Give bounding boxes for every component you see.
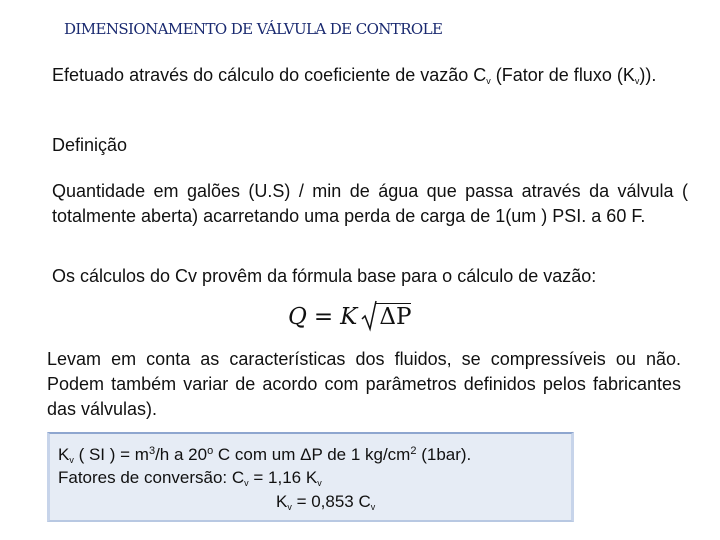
conversion-line-cv bbox=[58, 468, 322, 488]
formula-k: K bbox=[340, 303, 358, 330]
intro-text-c: )). bbox=[639, 65, 657, 85]
kv-symbol: K bbox=[58, 445, 70, 464]
si-text-d: (1bar). bbox=[416, 445, 472, 464]
definition-paragraph: Quantidade em galões (U.S) / min de água que passa através da válvula ( totalmente aberta) acarretando uma perda de carga de 1(um ) PSI. a 60 F. bbox=[52, 181, 688, 226]
si-text-a: ( SI ) = m bbox=[73, 445, 149, 464]
fluids-paragraph: Levam em conta as características dos fluidos, se compressíveis ou não. Podem também variar de acordo com parâmetros definidos pelos fabricantes das válvulas). bbox=[47, 349, 681, 419]
cubic-superscript: 3 bbox=[148, 445, 156, 457]
slide-title: DIMENSIONAMENTO DE VÁLVULA DE CONTROLE bbox=[64, 20, 443, 38]
conversion-text-c: = 0,853 C bbox=[291, 492, 371, 511]
si-text-c: C com um ΔP de 1 kg/cm bbox=[213, 445, 411, 464]
flow-formula bbox=[288, 303, 411, 330]
conversion-text-a: Fatores de conversão: C bbox=[58, 468, 245, 487]
cv-subscript: v bbox=[244, 478, 249, 488]
formula-square-root bbox=[375, 303, 411, 330]
kv-subscript: v bbox=[69, 455, 74, 465]
formula-lhs: Q bbox=[288, 303, 307, 330]
formula-intro-paragraph: Os cálculos do Cv provêm da fórmula base para o cálculo de vazão: bbox=[52, 266, 597, 286]
kv-subscript-3: v bbox=[287, 502, 292, 512]
intro-subscript-b: v bbox=[634, 76, 640, 86]
intro-text-b: (Fator de fluxo (K bbox=[490, 65, 635, 85]
intro-subscript-a: v bbox=[486, 76, 491, 86]
units-line-si bbox=[58, 445, 471, 465]
si-text-b: /h a 20 bbox=[155, 445, 208, 464]
square-superscript: 2 bbox=[410, 445, 417, 457]
conversion-line-kv bbox=[276, 492, 375, 512]
definition-heading: Definição bbox=[52, 135, 128, 155]
formula-equals: = bbox=[313, 303, 334, 330]
intro-text-a: Efetuado através do cálculo do coeficiente de vazão C bbox=[52, 65, 487, 85]
kv-symbol-3: K bbox=[276, 492, 288, 511]
conversion-text-b: = 1,16 K bbox=[248, 468, 318, 487]
cv-subscript-3: v bbox=[370, 502, 376, 512]
radical-sign-icon bbox=[361, 300, 377, 332]
intro-paragraph bbox=[52, 63, 688, 94]
degree-superscript: o bbox=[207, 445, 214, 457]
kv-subscript-2: v bbox=[317, 478, 322, 488]
formula-radicand: ΔP bbox=[375, 303, 411, 330]
